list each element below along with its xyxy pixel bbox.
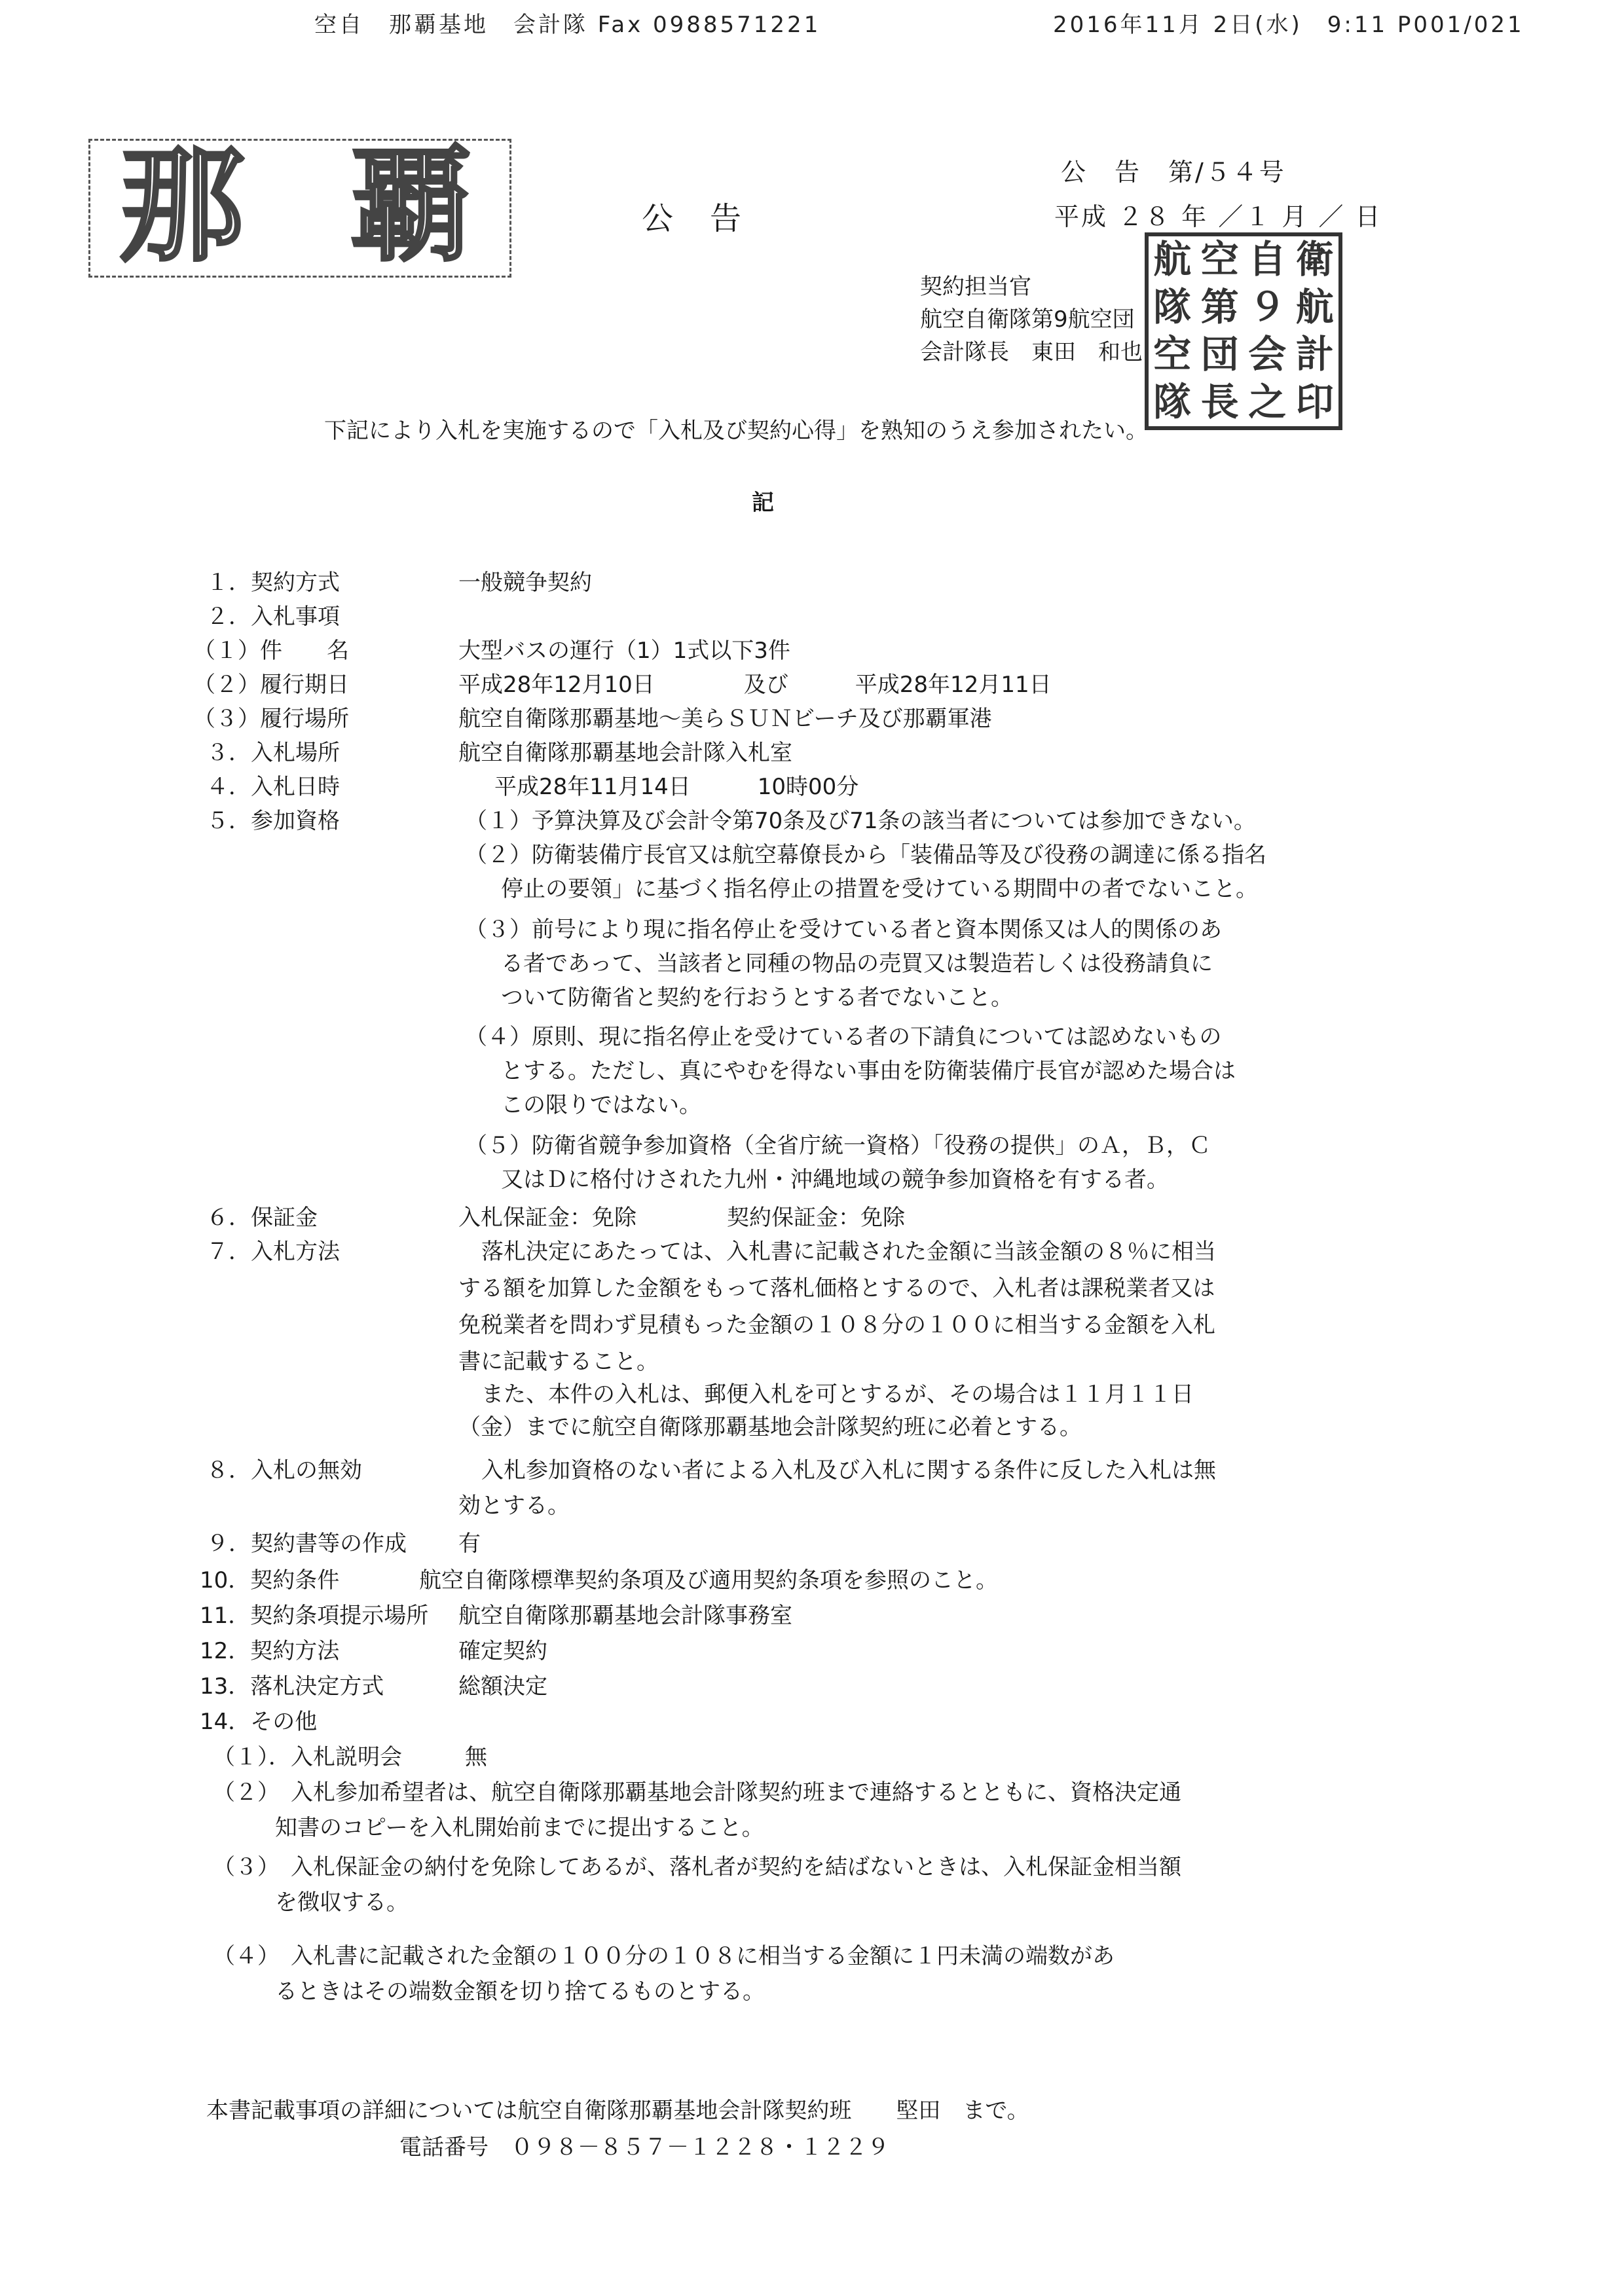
- item-value: 契約保証金：免除: [727, 1205, 905, 1231]
- other-line: （４） 入札書に記載された金額の１００分の１０８に相当する金額に１円未満の端数があ: [213, 1943, 1115, 1969]
- item-label: ２．入札事項: [206, 604, 340, 630]
- seal-char: 航: [1153, 237, 1192, 282]
- stamp-char-1: 那: [120, 134, 245, 278]
- qualification-line: この限りではない。: [501, 1092, 701, 1118]
- item-value: 一般競争契約: [458, 570, 592, 596]
- qualification-line: ついて防衛省と契約を行おうとする者でないこと。: [501, 985, 1013, 1011]
- seal-char: 空: [1200, 237, 1239, 282]
- seal-char: 隊: [1153, 379, 1192, 424]
- item-label: 13．落札決定方式: [200, 1673, 384, 1700]
- officer-role: 契約担当官: [920, 274, 1031, 300]
- paragraph-line: する額を加算した金額をもって落札価格とするので、入札者は課税業者又は: [458, 1275, 1215, 1302]
- footer-contact: 本書記載事項の詳細については航空自衛隊那覇基地会計隊契約班 堅田 まで。: [206, 2098, 1029, 2124]
- qualification-line: （４）原則、現に指名停止を受けている者の下請負については認めないもの: [465, 1024, 1222, 1050]
- notice-number: 公 告 第/５４号: [1061, 158, 1286, 187]
- qualification-line: （２）防衛装備庁長官又は航空幕僚長から「装備品等及び役務の調達に係る指名: [465, 842, 1266, 868]
- seal-char: 団: [1200, 332, 1239, 376]
- other-line: （３） 入札保証金の納付を免除してあるが、落札者が契約を結ばないときは、入札保証金相当額: [213, 1854, 1181, 1880]
- other-value: 無: [465, 1744, 487, 1770]
- officer-unit: 航空自衛隊第9航空団: [920, 306, 1135, 333]
- other-line: （２） 入札参加希望者は、航空自衛隊那覇基地会計隊契約班まで連絡するとともに、資格決定通: [213, 1779, 1181, 1806]
- item-label: 12．契約方法: [200, 1638, 340, 1664]
- ki-heading: 記: [752, 490, 774, 516]
- item-label: 14．その他: [200, 1709, 318, 1735]
- item-label: ８．入札の無効: [206, 1457, 362, 1484]
- intro-text: 下記により入札を実施するので「入札及び契約心得」を熟知のうえ参加されたい。: [324, 418, 1148, 444]
- item-label: １．契約方式: [206, 570, 340, 596]
- item-label: 11．契約条項提示場所: [200, 1603, 429, 1629]
- qualification-line: （１）予算決算及び会計令第70条及び71条の該当者については参加できない。: [465, 808, 1256, 834]
- seal-char: 印: [1295, 379, 1334, 424]
- other-line: 知書のコピーを入札開始前までに提出すること。: [275, 1815, 764, 1841]
- seal-char: 空: [1153, 332, 1192, 376]
- seal-char: 計: [1295, 332, 1334, 376]
- item-label: （３）履行場所: [193, 706, 349, 732]
- item-value: 有: [458, 1531, 481, 1557]
- item-label: ６．保証金: [206, 1205, 318, 1231]
- qualification-line: とする。ただし、真にやむを得ない事由を防衛装備庁長官が認めた場合は: [501, 1058, 1236, 1084]
- item-label: ５．参加資格: [206, 808, 340, 834]
- officer-name: 会計隊長 東田 和也: [920, 339, 1143, 365]
- paragraph-line: 書に記載すること。: [458, 1349, 659, 1375]
- qualification-line: （５）防衛省競争参加資格（全省庁統一資格）「役務の提供」のＡ，Ｂ，Ｃ: [465, 1133, 1211, 1159]
- other-label: （１）．入札説明会: [213, 1744, 402, 1770]
- item-label: （１）件 名: [193, 638, 349, 664]
- qualification-line: （３）前号により現に指名停止を受けている者と資本関係又は人的関係のあ: [465, 917, 1222, 943]
- notice-date: 平成 ２８ 年 ／１ 月 ／ 日: [1054, 202, 1382, 231]
- item-label: 10．契約条件: [200, 1567, 340, 1594]
- item-value: 平成28年11月14日 10時00分: [494, 774, 859, 800]
- qualification-line: 又はＤに格付けされた九州・沖縄地域の競争参加資格を有する者。: [501, 1167, 1169, 1193]
- item-label: ７．入札方法: [206, 1239, 340, 1265]
- item-value: 総額決定: [458, 1673, 547, 1700]
- qualification-line: 停止の要領」に基づく指名停止の措置を受けている期間中の者でないこと。: [501, 876, 1258, 902]
- paragraph-line: 免税業者を問わず見積もった金額の１０８分の１００に相当する金額を入札: [458, 1312, 1215, 1338]
- seal-char: 航: [1295, 284, 1334, 329]
- naha-stamp: [88, 134, 511, 278]
- seal-char: 自: [1248, 237, 1287, 282]
- item-label: ９．契約書等の作成: [206, 1531, 407, 1557]
- item-value: 大型バスの運行（1）1式以下3件: [458, 638, 790, 664]
- seal-char: 之: [1248, 379, 1287, 424]
- paragraph-line: 効とする。: [458, 1493, 570, 1519]
- item-value: 航空自衛隊那覇基地会計隊事務室: [458, 1603, 792, 1629]
- item-value: 航空自衛隊那覇基地会計隊入札室: [458, 740, 792, 766]
- item-value: 確定契約: [458, 1638, 547, 1664]
- seal-char: 衛: [1295, 237, 1334, 282]
- paragraph-line: また、本件の入札は、郵便入札を可とするが、その場合は１１月１１日: [481, 1381, 1194, 1408]
- fax-sender: 空自 那覇基地 会計隊 Fax 0988571221: [314, 12, 821, 38]
- official-seal: [1145, 232, 1342, 430]
- item-label: （２）履行期日: [193, 672, 349, 698]
- item-label: ３．入札場所: [206, 740, 340, 766]
- fax-timestamp: 2016年11月 2日(水) 9:11 P001/021: [1053, 12, 1524, 38]
- qualification-line: る者であって、当該者と同種の物品の売買又は製造若しくは役務請負に: [501, 951, 1213, 977]
- item-value: 航空自衛隊那覇基地～美らＳＵＮビーチ及び那覇軍港: [458, 706, 992, 732]
- seal-char: 第: [1200, 284, 1239, 329]
- footer-phone: 電話番号 ０９８－８５７－１２２８・１２２９: [399, 2134, 889, 2160]
- item-value: 入札保証金：免除: [458, 1205, 637, 1231]
- item-value: 航空自衛隊標準契約条項及び適用契約条項を参照のこと。: [419, 1567, 998, 1594]
- paragraph-line: 落札決定にあたっては、入札書に記載された金額に当該金額の８％に相当: [481, 1239, 1216, 1265]
- seal-char: 長: [1200, 379, 1239, 424]
- seal-char: 会: [1248, 332, 1287, 376]
- other-line: を徴収する。: [275, 1889, 409, 1916]
- paragraph-line: （金）までに航空自衛隊那覇基地会計隊契約班に必着とする。: [458, 1414, 1082, 1440]
- item-label: ４．入札日時: [206, 774, 340, 800]
- page-title: 公 告: [642, 200, 745, 237]
- seal-char: ９: [1248, 284, 1287, 329]
- seal-char: 隊: [1153, 284, 1192, 329]
- paragraph-line: 入札参加資格のない者による入札及び入札に関する条件に反した入札は無: [481, 1457, 1216, 1484]
- item-value: 平成28年12月10日 及び 平成28年12月11日: [458, 672, 1052, 698]
- stamp-char-2: 覇: [349, 134, 474, 278]
- other-line: るときはその端数金額を切り捨てるものとする。: [275, 1978, 765, 2005]
